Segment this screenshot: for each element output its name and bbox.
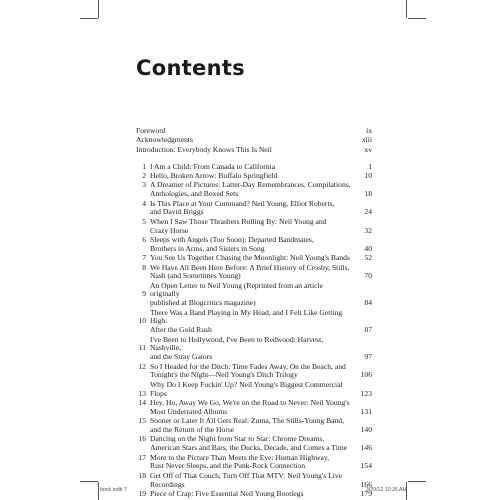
- chapter-number: 10: [138, 316, 146, 326]
- chapter-title: Is This Place at Your Command? Neil Young, Elliot Roberts,: [150, 198, 335, 208]
- chapter-title: We Have All Been Here Before: A Brief History of Crosby, Stills,: [150, 262, 350, 272]
- page-number: 179: [360, 488, 372, 498]
- chapter-number: 5: [142, 216, 146, 226]
- chapter-line: [136, 254, 372, 263]
- chapter-entry: [136, 200, 372, 218]
- chapter-title: I Am a Child: From Canada to California: [150, 161, 276, 171]
- chapter-entry: [136, 363, 372, 381]
- page-number: 106: [360, 370, 372, 380]
- chapter-entry: [136, 336, 372, 362]
- chapter-line: [136, 309, 372, 327]
- chapter-title: Recordings: [150, 479, 185, 489]
- chapter-title: Tonight's the Night—Neil Young's Ditch Trilogy: [150, 370, 298, 380]
- chapter-title: After the Gold Rush: [150, 325, 212, 335]
- chapter-title: Dancing on the Night from Star to Star: Chrome Dreams,: [150, 434, 325, 444]
- chapter-title: Sooner or Later It All Gets Real: Zuma, The Stills-Young Band,: [150, 416, 344, 426]
- chapter-entry: [136, 435, 372, 453]
- chapter-number: 3: [142, 180, 146, 190]
- chapter-number: 4: [142, 198, 146, 208]
- chapter-number: 17: [138, 452, 146, 462]
- chapter-title: American Stars and Bars, the Ducks, Decade, and Comes a Time: [150, 443, 348, 453]
- chapter-line: [136, 227, 372, 236]
- page-number: 18: [364, 189, 372, 199]
- crop-mark: [408, 18, 426, 19]
- chapter-title: An Open Letter to Neil Young (Reprinted from an article originally: [150, 280, 323, 299]
- page-number: 166: [360, 479, 372, 489]
- page-number: 87: [364, 325, 372, 335]
- chapter-list: [136, 163, 372, 499]
- footer-right: 3/29/12 10:35 AM: [366, 487, 407, 493]
- page-number: 146: [360, 443, 372, 453]
- chapter-entry: [136, 236, 372, 254]
- chapter-entry: [136, 490, 372, 499]
- crop-mark: [80, 481, 98, 482]
- footer-left: book.indb 7: [100, 487, 127, 493]
- page-number: 70: [364, 271, 372, 281]
- chapter-entry: [136, 399, 372, 417]
- chapter-entry: [136, 181, 372, 199]
- front-matter-label: Foreword: [136, 126, 166, 135]
- page-number: 97: [364, 352, 372, 362]
- chapter-entry: [136, 254, 372, 263]
- chapter-title: Sleeps with Angels (Too Soon): Departed Bandmates,: [150, 234, 314, 244]
- page-number: 154: [360, 461, 372, 471]
- page-number: 32: [364, 225, 372, 235]
- chapter-title: published at Blogcritics magazine): [150, 298, 256, 308]
- chapter-number: 14: [138, 398, 146, 408]
- chapter-line: [136, 353, 372, 362]
- chapter-line: [136, 381, 372, 399]
- page-number: 123: [360, 388, 372, 398]
- chapter-number: 13: [138, 388, 146, 398]
- chapter-title: A Dreamer of Pictures: Latter-Day Remembrances, Compilations,: [150, 180, 351, 190]
- chapter-line: [136, 336, 372, 354]
- chapter-entry: [136, 417, 372, 435]
- page-number: 131: [360, 406, 372, 416]
- chapter-title: Nash (and Sometimes Young): [150, 271, 241, 281]
- front-matter-label: Acknowledgments: [136, 135, 193, 145]
- chapter-title: There Was a Band Playing in My Head, and I Felt Like Getting High:: [150, 307, 343, 326]
- crop-mark: [406, 0, 407, 18]
- page-number: 140: [360, 425, 372, 434]
- chapter-line: [136, 299, 372, 308]
- chapter-number: 16: [138, 434, 146, 444]
- chapter-title: Why Do I Keep Fuckin' Up? Neil Young's Biggest Commercial Flops: [150, 379, 343, 398]
- page-number: ix: [366, 126, 372, 135]
- chapter-number: 11: [138, 343, 146, 353]
- chapter-entry: [136, 381, 372, 399]
- chapter-entry: [136, 282, 372, 308]
- chapter-title: Rust Never Sleeps, and the Punk-Rock Connection: [150, 461, 306, 471]
- page-number: 24: [364, 207, 372, 217]
- chapter-title: More to the Picture Than Meets the Eye: Human Highway,: [150, 452, 330, 462]
- chapter-number: 12: [138, 361, 146, 371]
- chapter-number: 19: [138, 488, 146, 498]
- chapter-title: Piece of Crap: Five Essential Neil Young Bootlegs: [150, 488, 304, 498]
- chapter-number: 6: [142, 234, 146, 244]
- chapter-title: Most Underrated Albums: [150, 406, 228, 416]
- page-number: 52: [364, 253, 372, 263]
- table-of-contents: [136, 127, 372, 499]
- chapter-line: [136, 490, 372, 499]
- page-number: 40: [364, 243, 372, 253]
- page-number: 84: [364, 298, 372, 308]
- chapter-number: 18: [138, 470, 146, 480]
- page-number: 10: [364, 170, 372, 180]
- chapter-number: 15: [138, 416, 146, 426]
- chapter-entry: [136, 472, 372, 490]
- front-matter-item: [136, 136, 372, 145]
- chapter-title: and David Briggs: [150, 207, 204, 217]
- chapter-title: and the Return of the Horse: [150, 425, 235, 434]
- front-matter-list: [136, 127, 372, 155]
- chapter-title: Hello, Broken Arrow: Buffalo Springfield: [150, 170, 278, 180]
- chapter-entry: [136, 454, 372, 472]
- chapter-title: Crazy Horse: [150, 225, 189, 235]
- chapter-title: Get Off of That Couch, Turn Off That MTV: Neil Young's Live: [150, 470, 342, 480]
- chapter-line: [136, 208, 372, 217]
- crop-mark: [98, 482, 99, 500]
- crop-mark: [408, 481, 426, 482]
- chapter-line: [136, 326, 372, 335]
- chapter-title: and the Stray Gators: [150, 352, 213, 362]
- chapter-title: When I Saw Those Thrashers Rolling By: Neil Young and: [150, 216, 327, 226]
- page-title: Contents: [136, 56, 245, 80]
- chapter-title: I've Been to Hollywood, I've Been to Redwood: Harvest, Nashville,: [150, 334, 324, 353]
- crop-mark: [98, 0, 99, 18]
- chapter-number: 1: [142, 161, 146, 171]
- chapter-line: [136, 282, 372, 300]
- chapter-line: [136, 190, 372, 199]
- chapter-number: 2: [142, 170, 146, 180]
- front-matter-label: Introduction: Everybody Knows This Is Neil: [136, 144, 272, 154]
- chapter-title: Anthologies, and Boxed Sets: [150, 189, 239, 199]
- chapter-line: [136, 371, 372, 380]
- chapter-line: [136, 462, 372, 471]
- chapter-number: 9: [142, 289, 146, 299]
- chapter-title: You See Us Together Chasing the Moonlight: Neil Young's Bands: [150, 253, 350, 263]
- chapter-number: 8: [142, 262, 146, 272]
- chapter-line: [136, 444, 372, 453]
- crop-mark: [80, 18, 98, 19]
- chapter-entry: [136, 309, 372, 335]
- chapter-number: 7: [142, 253, 146, 263]
- chapter-title: So I Headed for the Ditch: Time Fades Away, On the Beach, and: [150, 361, 346, 371]
- page-number: xv: [364, 144, 372, 154]
- page-number: 1: [368, 161, 372, 171]
- page-number: xiii: [361, 135, 372, 145]
- chapter-title: Brothers in Arms, and Sisters in Song: [150, 243, 265, 253]
- front-matter-item: [136, 146, 372, 155]
- chapter-entry: [136, 264, 372, 282]
- chapter-title: Hey, Ho, Away We Go, We're on the Road to Never: Neil Young's: [150, 398, 350, 408]
- chapter-entry: [136, 218, 372, 236]
- chapter-line: [136, 272, 372, 281]
